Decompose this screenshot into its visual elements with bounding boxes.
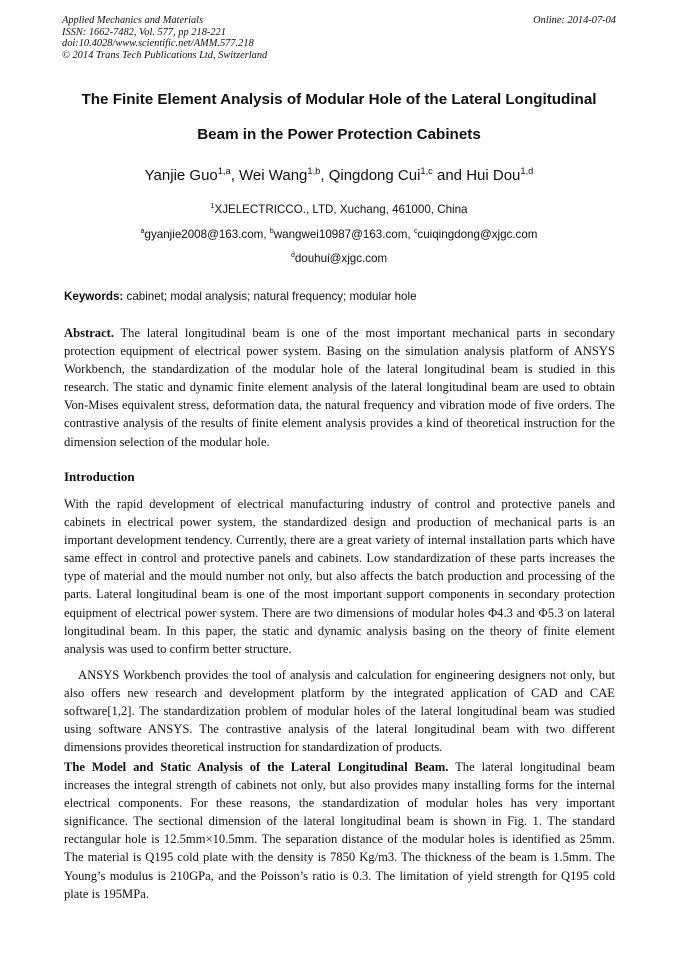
email-sup: d (290, 250, 295, 260)
model-section-label: The Model and Static Analysis of the Lateral Longitudinal Beam. (64, 760, 449, 774)
abstract-paragraph (64, 324, 615, 451)
author-name: Hui Dou (466, 167, 521, 184)
email-sup: c (413, 226, 418, 236)
author-name: Wei Wang (239, 167, 308, 184)
introduction-paragraph-2: ANSYS Workbench provides the tool of analysis and calculation for engineering designers not only, but also offers new research and development platform by the integrated application of CAD and CAE software[1,2]. The standardization problem of modular holes of the lateral longitudinal beam was studied using software ANSYS. The contrastive analysis of the lateral longitudinal beam with two different dimensions provides theoretical instruction for standardization of products. (64, 668, 615, 755)
online-date: Online: 2014-07-04 (533, 15, 616, 26)
publication-info (62, 15, 267, 61)
email-link[interactable]: cuiqingdong@xjgc.com (417, 228, 538, 241)
author-name: Yanjie Guo (144, 167, 218, 184)
abstract-label: Abstract. (64, 326, 115, 340)
doi-line: doi:10.4028/www.scientific.net/AMM.577.218 (62, 38, 254, 50)
author-separator: , (230, 167, 240, 184)
model-section-text: The lateral longitudinal beam increases the integral strength of cabinets not only, but also provides many installing forms for the internal electrical components. For these reasons, the standardization of modular holes has very important significance. The sectional dimension of the lateral longitudinal beam is shown in Fig. 1. The standard rectangular hole is 12.5mm×10.5mm. The separation distance of the modular holes is identified as 25mm. The material is Q195 cold plate with the density is 7850 Kg/m3. The thickness of the beam is 1.5mm. The Young’s modulus is 210GPa, and the Poisson’s ratio is 0.3. The limitation of yield strength for Q195 cold plate is 195MPa. (64, 760, 615, 901)
author-sup: 1,c (420, 166, 433, 176)
abstract-text: The lateral longitudinal beam is one of the most important mechanical parts in secondary protection equipment of electrical power system. Basing on the simulation analysis platform of ANSYS Workbench, the standardization of the modular hole of the lateral longitudinal beam is studied in this research. The static and dynamic finite element analysis of the lateral longitudinal beam are used to obtain Von-Mises equivalent stress, deformation data, the natural frequency and vibration mode of five orders. The contrastive analysis of the results of finite element analysis provides a kind of theoretical instruction for the dimension selection of the modular hole. (64, 326, 615, 449)
author-separator: , (320, 167, 329, 184)
author-list (40, 167, 638, 184)
keywords-label: Keywords: (64, 290, 124, 303)
paper-title-line-2: Beam in the Power Protection Cabinets (197, 126, 481, 143)
email-sup: a (140, 226, 145, 236)
keywords-text: cabinet; modal analysis; natural frequency; modular hole (126, 290, 417, 303)
email-list (40, 228, 638, 241)
keywords (64, 290, 616, 303)
author-sup: 1,d (520, 166, 534, 176)
email-link[interactable]: douhui@xjgc.com (294, 252, 388, 265)
introduction-paragraph-1: With the rapid development of electrical manufacturing industry of control and protective panels and cabinets in electrical power system, the standardized design and production of mechanical parts is an important development tendency. Currently, there are a great variety of internal installation parts which have same effect in control and protective panels and cabinets. Low standardization of these parts increases the type of material and the mould number not only, but also affects the batch production and processing of the parts. Lateral longitudinal beam is one of the most important support components in secondary protection equipment of electrical power system. There are two dimensions of modular holes Φ4.3 and Φ5.3 on lateral longitudinal beam. In this paper, the static and dynamic analysis basing on the theory of finite element analysis was used to confirm better structure. (64, 497, 615, 656)
email-sup: b (269, 226, 274, 236)
model-section-paragraph (64, 758, 615, 903)
issn-line: ISSN: 1662-7482, Vol. 577, pp 218-221 (62, 26, 226, 38)
affiliation (40, 203, 638, 216)
email-link[interactable]: gyanjie2008@163.com (144, 228, 264, 241)
paper-title-line-1: The Finite Element Analysis of Modular Hole of the Lateral Longitudinal (81, 91, 597, 108)
email-separator: , (407, 228, 414, 241)
journal-name: Applied Mechanics and Materials (62, 15, 204, 26)
author-sup: 1,b (307, 166, 321, 176)
email-link[interactable]: wangwei10987@163.com (273, 228, 408, 241)
author-name: Qingdong Cui (328, 167, 421, 184)
author-sup: 1,a (217, 166, 231, 176)
introduction-heading: Introduction (64, 469, 135, 484)
affiliation-sup: 1 (210, 201, 215, 211)
author-separator: and (432, 167, 467, 184)
affiliation-text: XJELECTRICCO., LTD, Xuchang, 461000, China (214, 203, 468, 216)
copyright-line: © 2014 Trans Tech Publications Ltd, Switzerland (62, 49, 268, 61)
email-separator: , (263, 228, 270, 241)
email-line-2 (40, 252, 638, 265)
